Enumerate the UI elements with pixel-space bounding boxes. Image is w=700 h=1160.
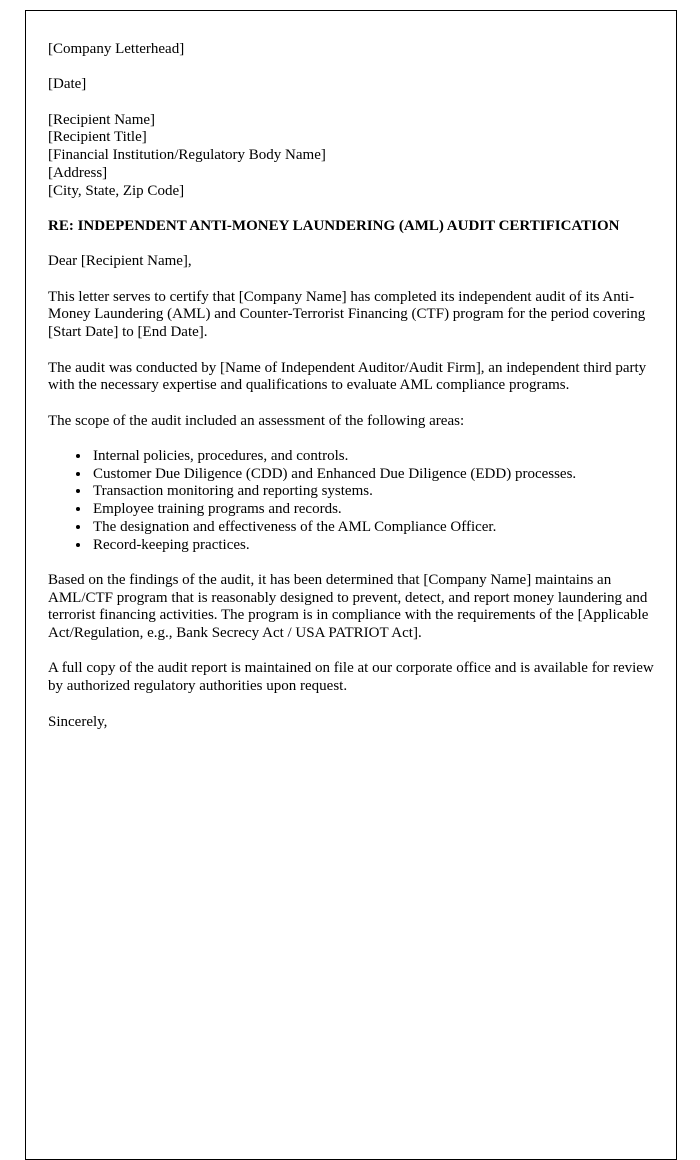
scope-bullet-item: • The designation and effectiveness of the AML Compliance Officer. bbox=[91, 519, 654, 537]
paragraph-auditor: The audit was conducted by [Name of Independent Auditor/Audit Firm], an independent third party with the necessary expertise and qualifications to evaluate AML compliance programs. bbox=[48, 359, 647, 394]
scope-bullet-item: • Employee training programs and records. bbox=[91, 501, 654, 519]
company-letterhead: [Company Letterhead] bbox=[48, 41, 185, 57]
paragraph-findings: Based on the findings of the audit, it has been determined that [Company Name] maintains an AML/CTF program that is reasonably designed to prevent, detect, and report money laundering and terrorist financing activities. The program is in compliance with the requirements of the [Applicable Act/Regulation, e.g., Bank Secrecy Act / USA PATRIOT Act]. bbox=[48, 571, 649, 642]
scope-bullet-item: • Record-keeping practices. bbox=[91, 537, 654, 555]
scope-bullet-item: • Internal policies, procedures, and controls. bbox=[91, 448, 654, 466]
scope-bullet-item: • Customer Due Diligence (CDD) and Enhanced Due Diligence (EDD) processes. bbox=[91, 466, 654, 484]
recipient-address-block bbox=[48, 112, 654, 201]
recipient-address: [Address] bbox=[48, 164, 108, 181]
scope-bullet-item: • Transaction monitoring and reporting systems. bbox=[91, 483, 654, 501]
subject-line: RE: INDEPENDENT ANTI-MONEY LAUNDERING (AML) AUDIT CERTIFICATION bbox=[48, 217, 620, 234]
letter-date: [Date] bbox=[48, 76, 87, 93]
paragraph-certify: This letter serves to certify that [Company Name] has completed its independent audit of its Anti-Money Laundering (AML) and Counter-Terrorist Financing (CTF) program for the period covering [Start Date] to [End Date]. bbox=[48, 288, 646, 341]
recipient-name: [Recipient Name] bbox=[48, 111, 156, 128]
paragraph-scope-intro: The scope of the audit included an assessment of the following areas: bbox=[48, 412, 465, 429]
paragraph-report-copy: A full copy of the audit report is maintained on file at our corporate office and is available for review by authorized regulatory authorities upon request. bbox=[48, 660, 654, 695]
scope-bullet-list bbox=[48, 448, 654, 554]
recipient-organization: [Financial Institution/Regulatory Body Name] bbox=[48, 147, 326, 164]
salutation: Dear [Recipient Name], bbox=[48, 253, 192, 270]
signoff: Sincerely, bbox=[48, 713, 108, 730]
recipient-title: [Recipient Title] bbox=[48, 129, 147, 146]
letter-page bbox=[25, 10, 677, 1160]
recipient-city-state-zip: [City, State, Zip Code] bbox=[48, 182, 185, 199]
